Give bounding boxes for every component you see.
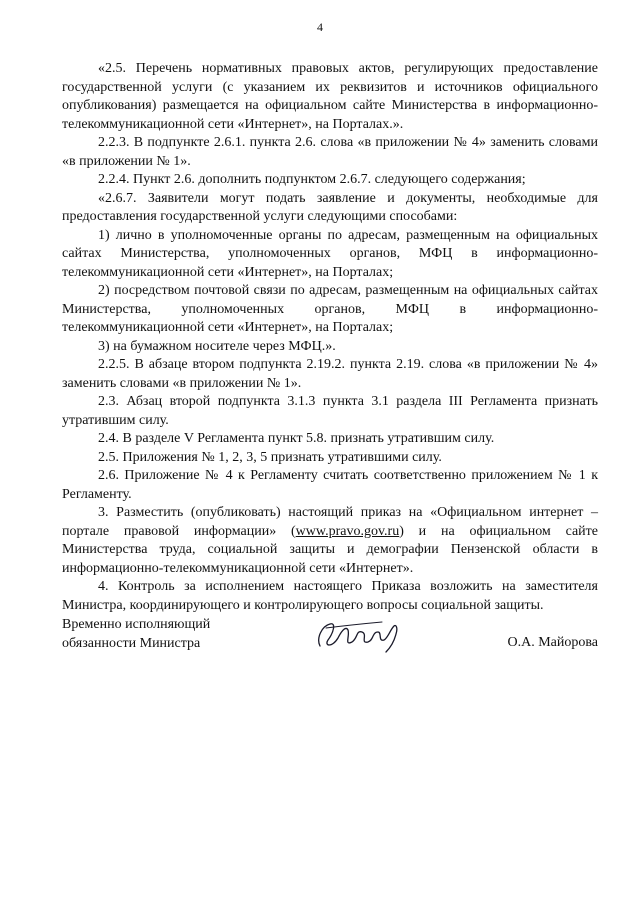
paragraph-method-2: 2) посредством почтовой связи по адресам, размещенным на официальных сайтах Министерства, уполномоченных органов, МФЦ в информационно-телекоммуникационной сети «Интернет», на Порталах;: [62, 283, 598, 335]
paragraph-2-5-annexes: 2.5. Приложения № 1, 2, 3, 5 признать утратившими силу.: [98, 449, 442, 465]
signatory-name: О.А. Майорова: [507, 635, 598, 650]
publish-text-after: ) и на официальном сайте Министерства труда, социальной защиты и демографии Пензенской области в информационно-телекоммуникационной сети «Интернет».: [62, 523, 598, 576]
paragraph-2-2-4: 2.2.4. Пункт 2.6. дополнить подпунктом 2.6.7. следующего содержания;: [98, 172, 526, 187]
paragraph-4-control: 4. Контроль за исполнением настоящего Приказа возложить на заместителя Министра, координирующего и контролирующего вопросы социальной защиты.: [62, 579, 598, 613]
paragraph-2-6-7: «2.6.7. Заявители могут подать заявление и документы, необходимые для предоставления государственной услуги следующими способами:: [62, 190, 598, 224]
paragraph-method-3: 3) на бумажном носителе через МФЦ.».: [98, 338, 336, 354]
page-number: 4: [317, 20, 323, 34]
paragraph-2-4: 2.4. В разделе V Регламента пункт 5.8. признать утратившим силу.: [98, 431, 495, 446]
paragraph-2-2-3: 2.2.3. В подпункте 2.6.1. пункта 2.6. слова «в приложении № 4» заменить словами «в приложении № 1».: [62, 135, 598, 169]
publish-text-before: 3. Разместить (опубликовать) настоящий приказ на «Официальном интернет – портале правовой информации» (: [62, 505, 598, 539]
signatory-position-line-1: Временно исполняющий: [62, 617, 211, 632]
signatory-position-line-2: обязанности Министра: [62, 635, 201, 651]
paragraph-2-3: 2.3. Абзац второй подпункта 3.1.3 пункта 3.1 раздела III Регламента признать утратившим силу.: [62, 394, 598, 428]
paragraph-method-1: 1) лично в уполномоченные органы по адресам, размещенным на официальных сайтах Министерства, уполномоченных органов, МФЦ в информационно-телекоммуникационной сети «Интернет», на Порталах;: [62, 227, 598, 280]
paragraph-2-6: 2.6. Приложение № 4 к Регламенту считать соответственно приложением № 1 к Регламенту.: [62, 468, 598, 502]
handwritten-signature: [312, 616, 402, 656]
pravo-gov-link[interactable]: www.pravo.gov.ru: [295, 523, 400, 539]
signatory-position: [62, 616, 282, 653]
paragraph-2-5-legal-acts: «2.5. Перечень нормативных правовых актов, регулирующих предоставление государственной услуги (с указанием их реквизитов и источников официального опубликования) размещается на официальном сайте Министерства в информационно-телекоммуникационной сети «Интернет», на Порталах.».: [62, 61, 598, 132]
signature-block: [62, 616, 598, 666]
paragraph-3-publish: [62, 504, 598, 578]
document-body: [62, 60, 598, 615]
paragraph-2-2-5: 2.2.5. В абзаце втором подпункта 2.19.2. пункта 2.19. слова «в приложении № 4» заменить словами «в приложении № 1».: [62, 357, 598, 391]
